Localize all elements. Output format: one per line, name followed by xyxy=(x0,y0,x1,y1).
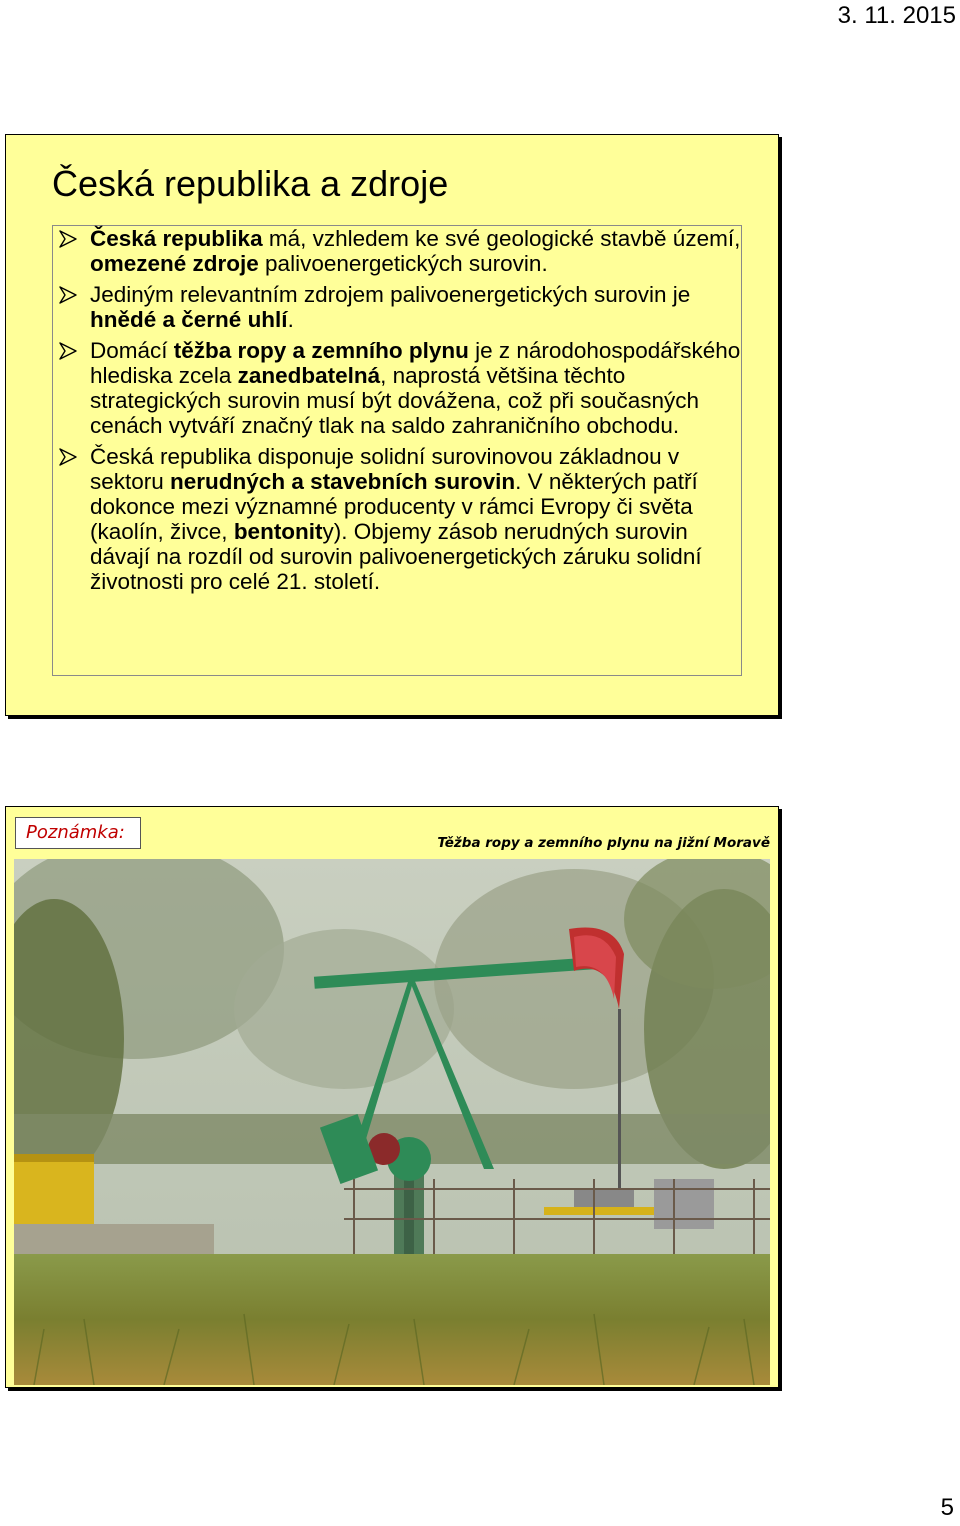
bullet-emphasis: omezené zdroje xyxy=(90,251,259,276)
bullet-emphasis: těžba ropy a zemního plynu xyxy=(173,338,469,363)
page-number: 5 xyxy=(940,1494,954,1521)
arrowhead-bullet-icon xyxy=(58,447,78,467)
bullet-emphasis: hnědé a černé uhlí xyxy=(90,307,288,332)
slide-2 xyxy=(5,806,779,1388)
bullet-item xyxy=(53,282,741,332)
bullet-text: , naprostá většina těchto strategických surovin musí být dovážena, což při současných cenách vytváří značný tlak na saldo zahraničního obchodu. xyxy=(90,363,700,438)
bullet-text: Jediným relevantním zdrojem palivoenergetických surovin je xyxy=(90,282,691,307)
bullet-emphasis: bentonit xyxy=(233,519,323,544)
arrowhead-bullet-icon xyxy=(58,341,78,361)
bullet-item xyxy=(53,444,741,594)
bullet-emphasis: Česká republika xyxy=(90,226,263,251)
bullet-list xyxy=(53,226,741,600)
arrowhead-bullet-icon xyxy=(58,285,78,305)
bullet-text: . V některých patří dokonce mezi významné producenty v rámci Evropy či světa (kaolín, živce, xyxy=(90,469,698,544)
bullet-item xyxy=(53,338,741,438)
bullet-text-box xyxy=(52,225,742,676)
bullet-emphasis: nerudných a stavebních surovin xyxy=(170,469,516,494)
bullet-text: má, vzhledem ke své geologické stavbě území, xyxy=(262,226,741,251)
note-label: Poznámka: xyxy=(15,817,141,849)
bullet-text: Domácí xyxy=(90,338,174,363)
arrowhead-bullet-icon xyxy=(58,229,78,249)
bullet-item xyxy=(53,226,741,276)
bullet-emphasis: zanedbatelná xyxy=(237,363,381,388)
slide-1 xyxy=(5,134,779,716)
slide-title: Česká republika a zdroje xyxy=(52,163,449,204)
oil-pump-photo xyxy=(14,859,770,1385)
header-date: 3. 11. 2015 xyxy=(837,2,956,29)
bullet-text: je z národohospodářského hlediska zcela xyxy=(90,338,741,388)
bullet-text: palivoenergetických surovin. xyxy=(258,251,548,276)
bullet-text: Česká republika disponuje solidní surovinovou základnou v sektoru xyxy=(90,444,680,494)
bullet-text: y). Objemy zásob nerudných surovin dávají na rozdíl od surovin palivoenergetických záruku solidní životnosti pro celé 21. století. xyxy=(90,519,702,594)
photo-caption: Těžba ropy a zemního plynu na jižní Moravě xyxy=(437,835,770,851)
bullet-text: . xyxy=(287,307,294,332)
